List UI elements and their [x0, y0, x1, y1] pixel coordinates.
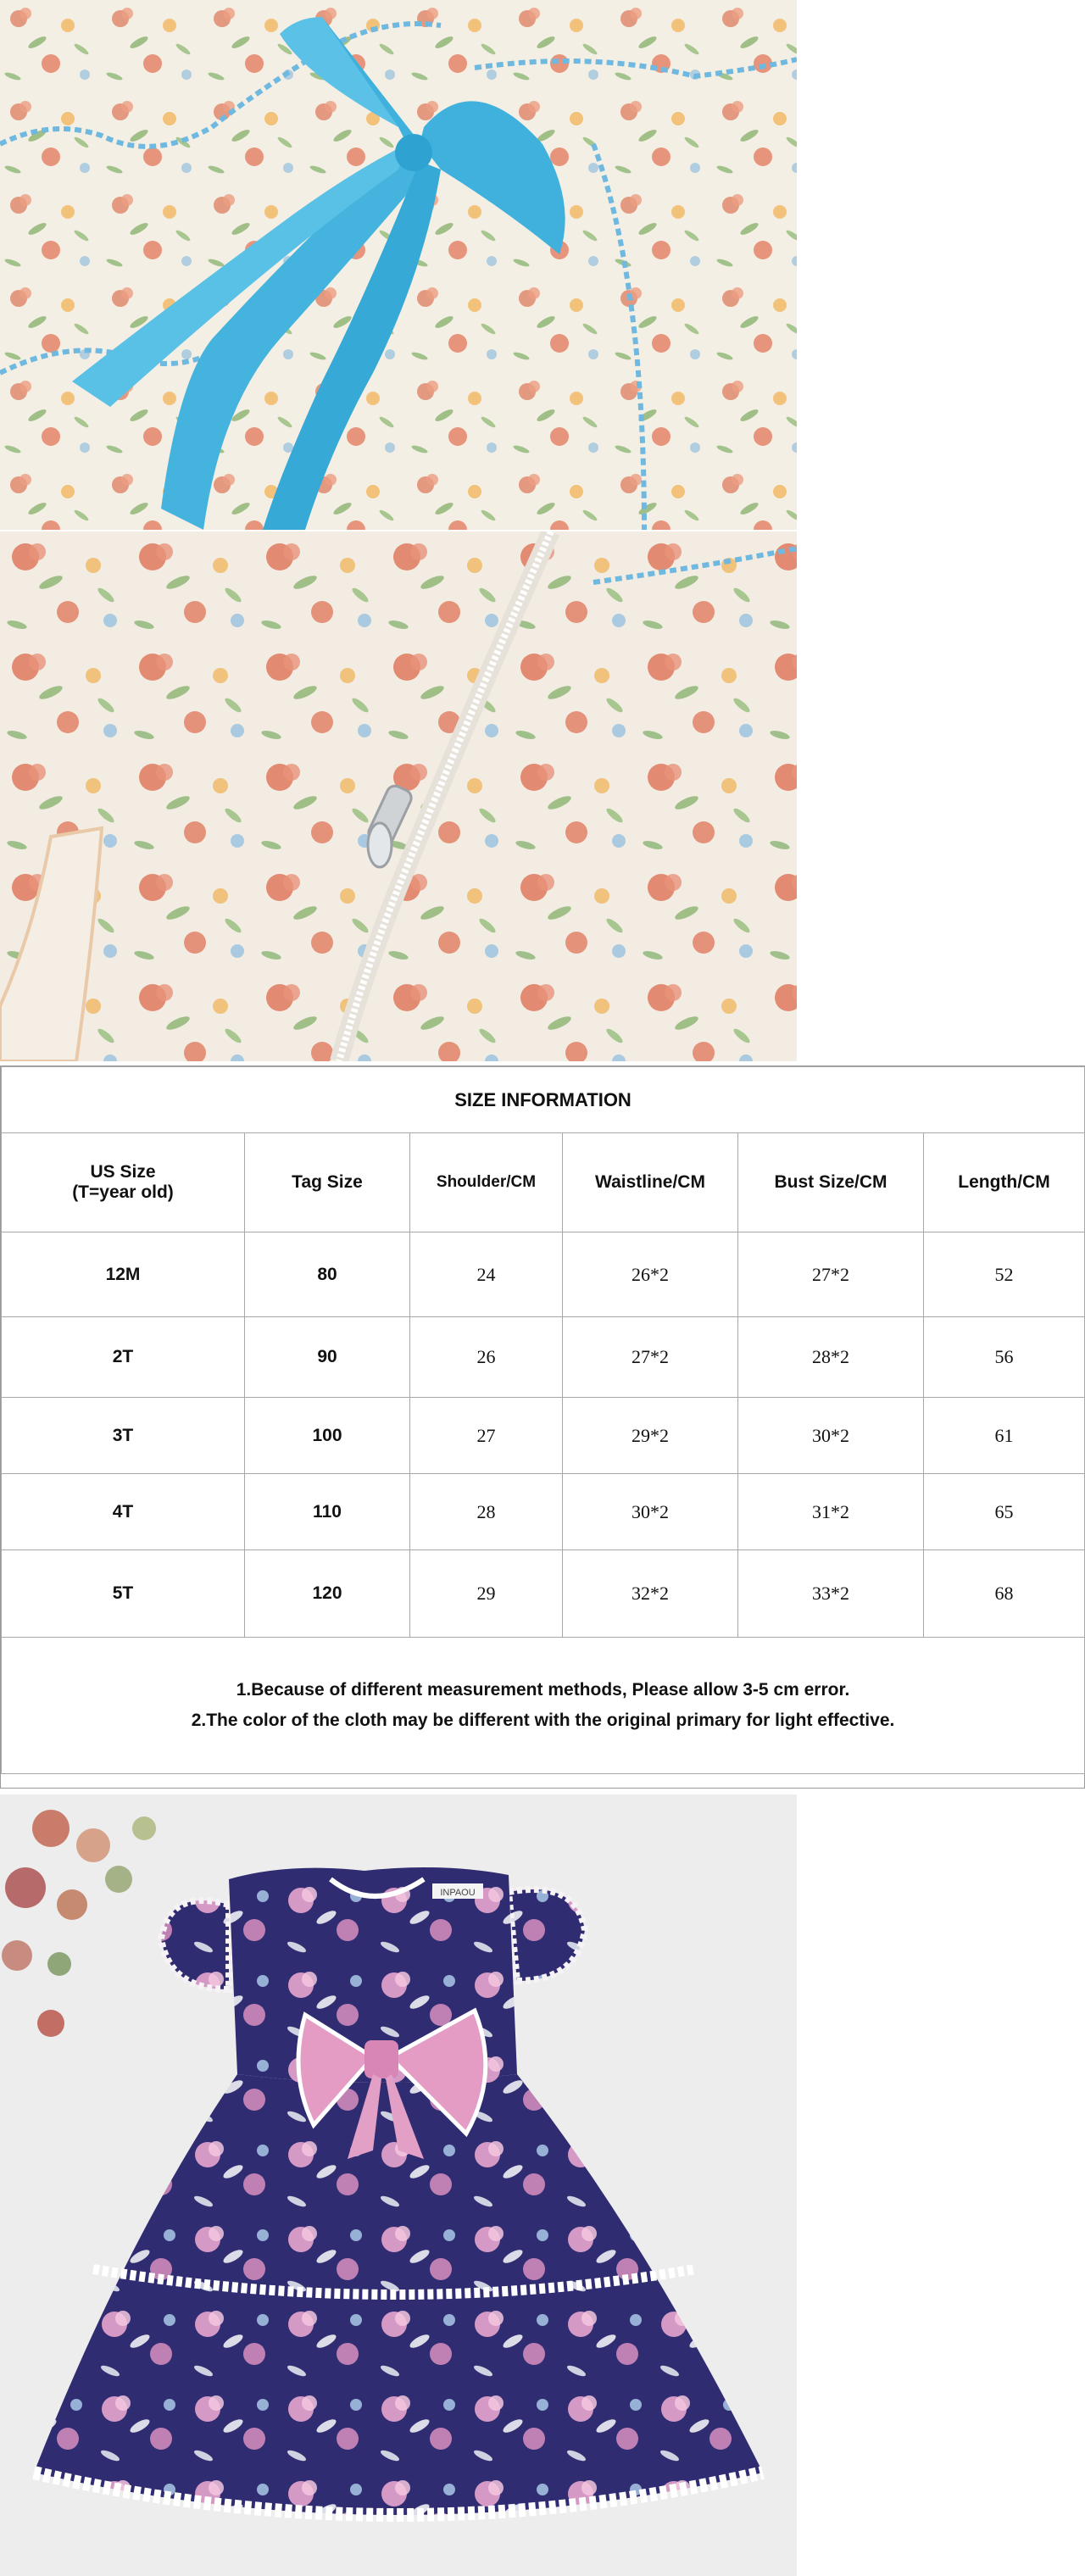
size-table-notes [2, 1638, 1085, 1774]
bust-size-cell: 31*2 [738, 1474, 924, 1550]
tag-size-cell: 80 [245, 1232, 410, 1317]
column-header-shoulder: Shoulder/CM [410, 1133, 563, 1232]
tag-size-cell: 110 [245, 1474, 410, 1550]
shoulder-cell: 24 [410, 1232, 563, 1317]
waistline-cell: 27*2 [563, 1317, 738, 1398]
length-cell: 52 [924, 1232, 1085, 1317]
product-photo-dress [0, 1794, 797, 2576]
us-size-cell: 2T [2, 1317, 245, 1398]
column-header-us-size: US Size (T=year old) [2, 1133, 245, 1232]
table-row [2, 1550, 1085, 1638]
column-header-waistline: Waistline/CM [563, 1133, 738, 1232]
length-cell: 61 [924, 1398, 1085, 1474]
column-header-tag-size: Tag Size [245, 1133, 410, 1232]
navy-floral-dress-with-pink-bow-photo [0, 1794, 797, 2576]
us-size-cell: 5T [2, 1550, 245, 1638]
table-row [2, 1232, 1085, 1317]
size-information-table [0, 1065, 1085, 1789]
waistline-cell: 26*2 [563, 1232, 738, 1317]
table-row [2, 1474, 1085, 1550]
note-line: 1.Because of different measurement methods, Please allow 3-5 cm error. [236, 1680, 850, 1700]
shoulder-cell: 29 [410, 1550, 563, 1638]
product-photo-zipper [0, 531, 797, 1061]
note-line: 2.The color of the cloth may be different with the original primary for light effective. [191, 1711, 895, 1730]
shoulder-cell: 26 [410, 1317, 563, 1398]
table-row [2, 1317, 1085, 1398]
waistline-cell: 32*2 [563, 1550, 738, 1638]
floral-dress-collar-with-blue-ribbon-photo [0, 0, 797, 530]
tag-size-cell: 120 [245, 1550, 410, 1638]
product-photo-ribbon [0, 0, 797, 530]
bust-size-cell: 33*2 [738, 1550, 924, 1638]
us-size-cell: 12M [2, 1232, 245, 1317]
bust-size-cell: 27*2 [738, 1232, 924, 1317]
length-cell: 56 [924, 1317, 1085, 1398]
us-size-cell: 4T [2, 1474, 245, 1550]
tag-size-cell: 100 [245, 1398, 410, 1474]
us-size-cell: 3T [2, 1398, 245, 1474]
shoulder-cell: 27 [410, 1398, 563, 1474]
table-row [2, 1398, 1085, 1474]
length-cell: 68 [924, 1550, 1085, 1638]
bust-size-cell: 30*2 [738, 1398, 924, 1474]
tag-size-cell: 90 [245, 1317, 410, 1398]
column-header-length: Length/CM [924, 1133, 1085, 1232]
length-cell: 65 [924, 1474, 1085, 1550]
column-header-bust-size: Bust Size/CM [738, 1133, 924, 1232]
floral-fabric-back-zipper-photo [0, 531, 797, 1061]
neck-label-text: INPAOU [440, 1888, 476, 1898]
bust-size-cell: 28*2 [738, 1317, 924, 1398]
shoulder-cell: 28 [410, 1474, 563, 1550]
waistline-cell: 29*2 [563, 1398, 738, 1474]
size-table-title: SIZE INFORMATION [2, 1067, 1085, 1133]
waistline-cell: 30*2 [563, 1474, 738, 1550]
